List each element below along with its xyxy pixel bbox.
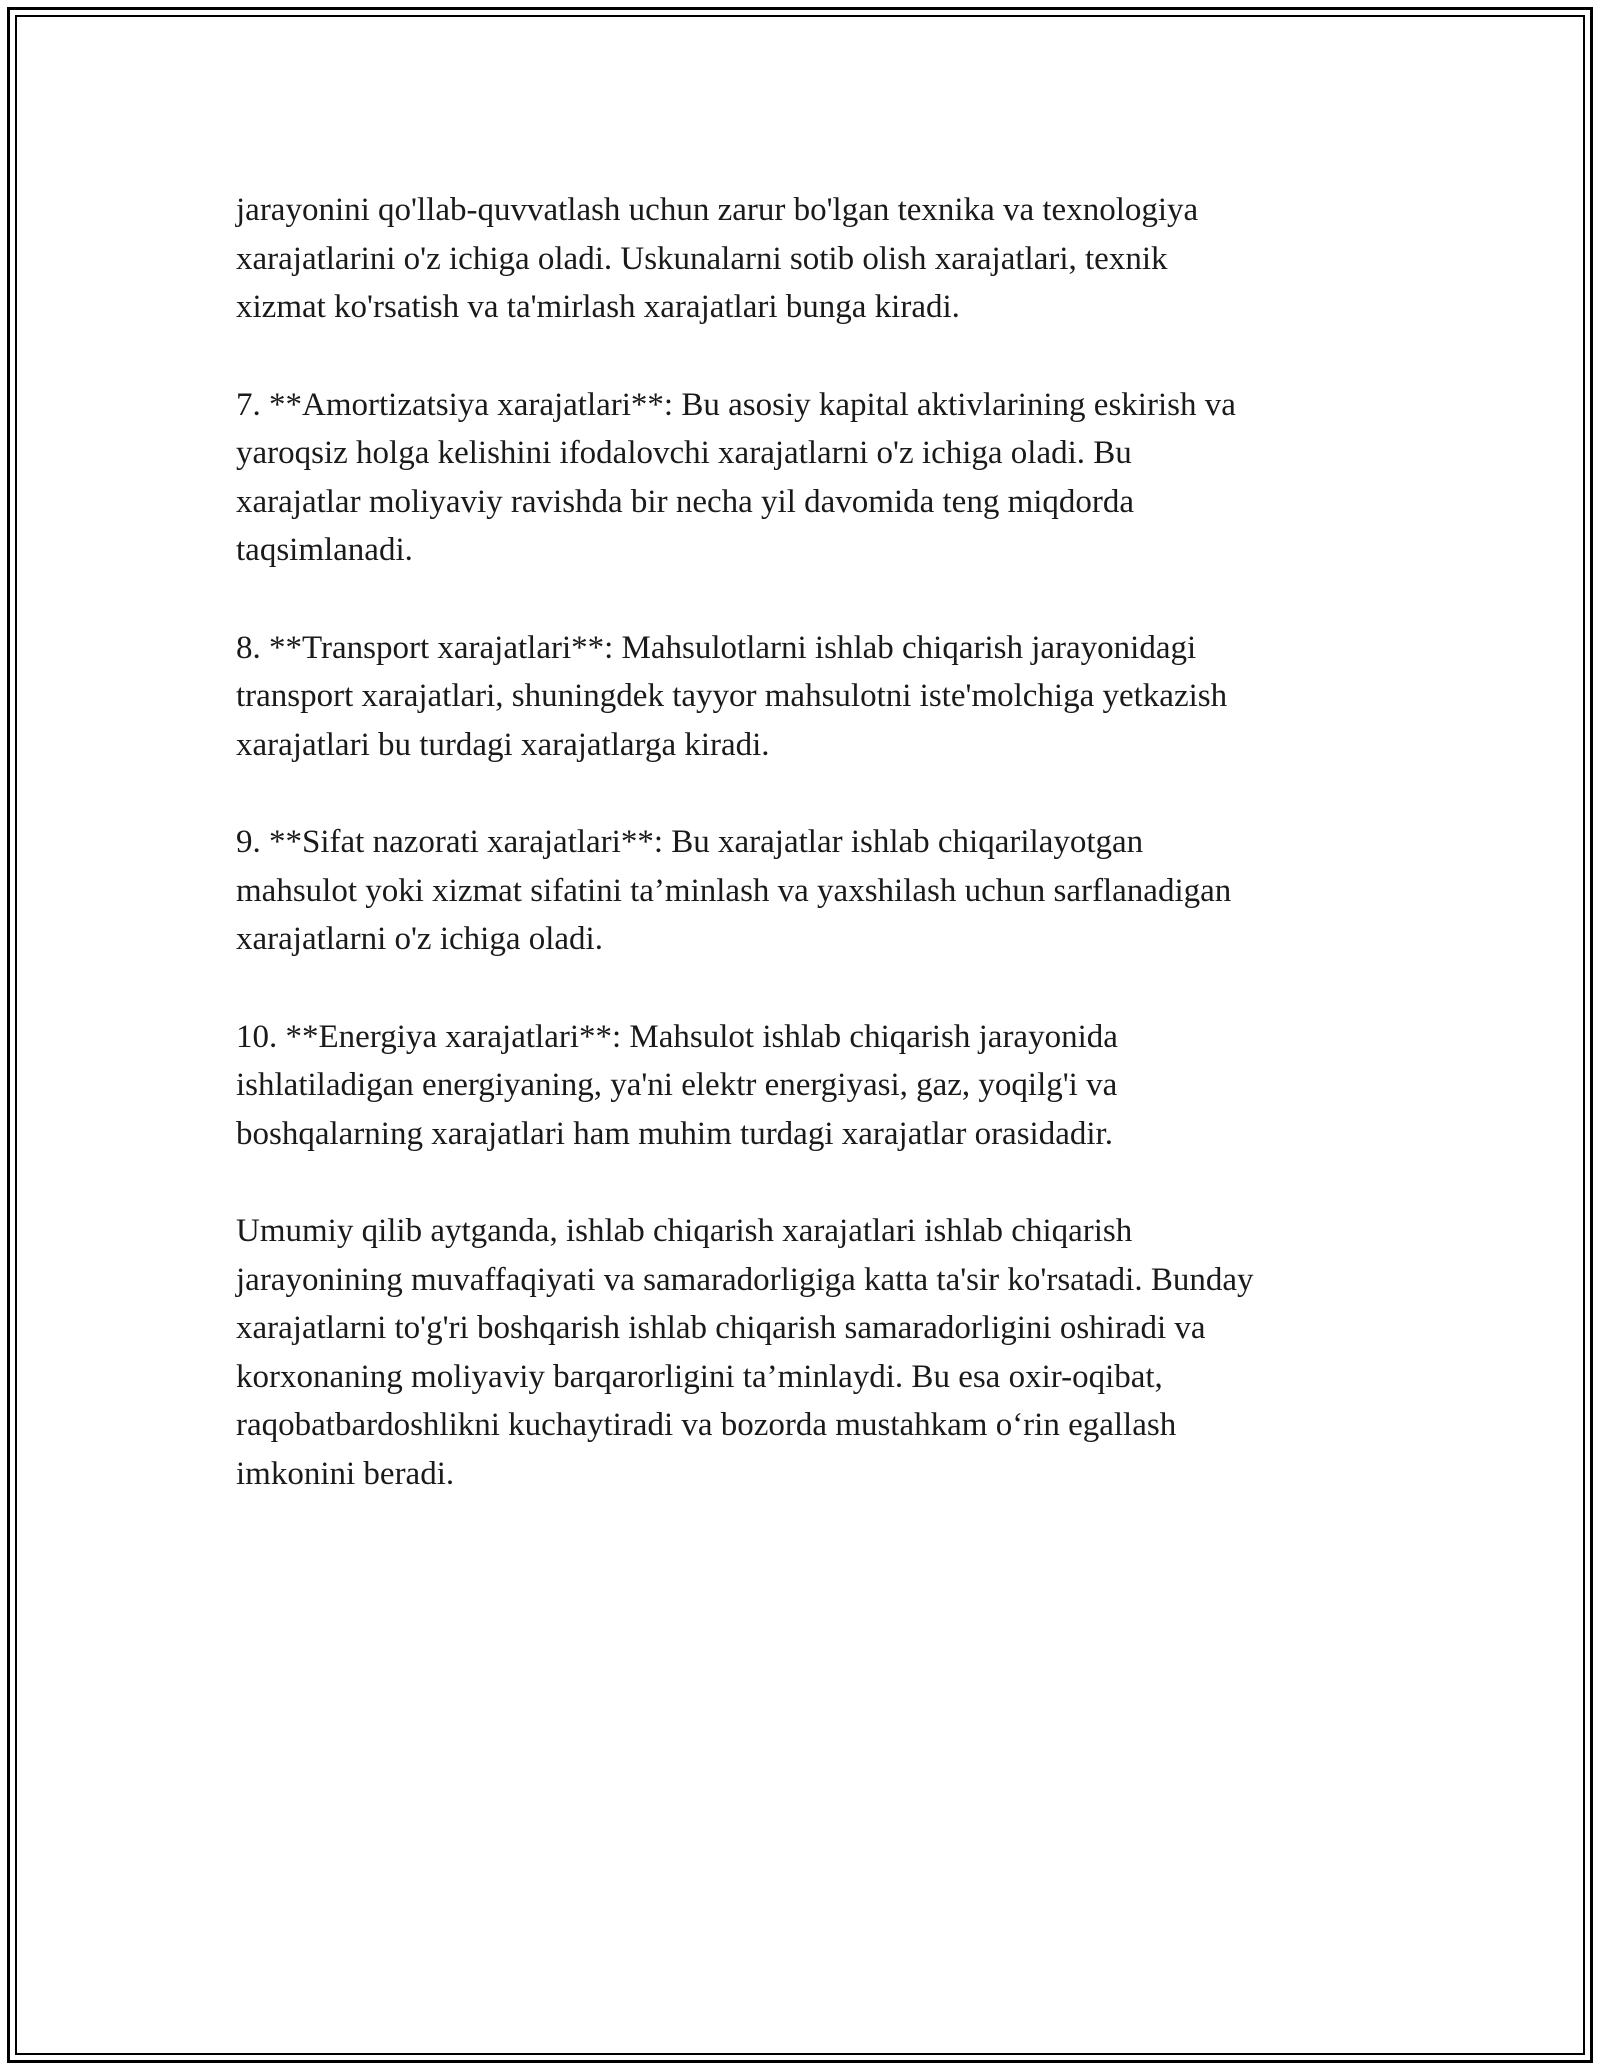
- paragraph-continuation-technology-costs: jarayonini qo'llab-quvvatlash uchun zarur bo'lgan texnika va texnologiya xarajatlarini o'z ichiga oladi. Uskunalarni sotib olish xarajatlari, texnik xizmat ko'rsatish va ta'mirlash xarajatlari bunga kiradi.: [236, 192, 1199, 325]
- paragraph-transport-costs: 8. **Transport xarajatlari**: Mahsulotlarni ishlab chiqarish jarayonidagi transport xarajatlari, shuningdek tayyor mahsulotni iste'molchiga yetkazish xarajatlari bu turdagi xarajatlarga kiradi.: [236, 629, 1228, 763]
- paragraph-quality-control-costs: 9. **Sifat nazorati xarajatlari**: Bu xarajatlar ishlab chiqarilayotgan mahsulot yoki xizmat sifatini ta’minlash va yaxshilash uchun sarflanadigan xarajatlarni o'z ichiga oladi.: [236, 824, 1232, 957]
- paragraph-amortization-costs: 7. **Amortizatsiya xarajatlari**: Bu asosiy kapital aktivlarining eskirish va yaroqsiz holga kelishini ifodalovchi xarajatlarni o'z ichiga oladi. Bu xarajatlar moliyaviy ravishda bir necha yil davomida teng miqdorda taqsimlanadi.: [236, 386, 1236, 568]
- paragraph-conclusion: Umumiy qilib aytganda, ishlab chiqarish xarajatlari ishlab chiqarish jarayonining muvaffaqiyati va samaradorligiga katta ta'sir ko'rsatadi. Bunday xarajatlarni to'g'ri boshqarish ishlab chiqarish samaradorligini oshiradi va korxonaning moliyaviy barqarorligini ta’minlaydi. Bu esa oxir-oqibat, raqobatbardoshlikni kuchaytiradi va bozorda mustahkam o‘rin egallash imkonini beradi.: [236, 1213, 1254, 1492]
- document-body: [236, 186, 1386, 1547]
- paragraph-energy-costs: 10. **Energiya xarajatlari**: Mahsulot ishlab chiqarish jarayonida ishlatiladigan energiyaning, ya'ni elektr energiyasi, gaz, yoqilg'i va boshqalarning xarajatlari ham muhim turdagi xarajatlar orasidadir.: [236, 1018, 1118, 1152]
